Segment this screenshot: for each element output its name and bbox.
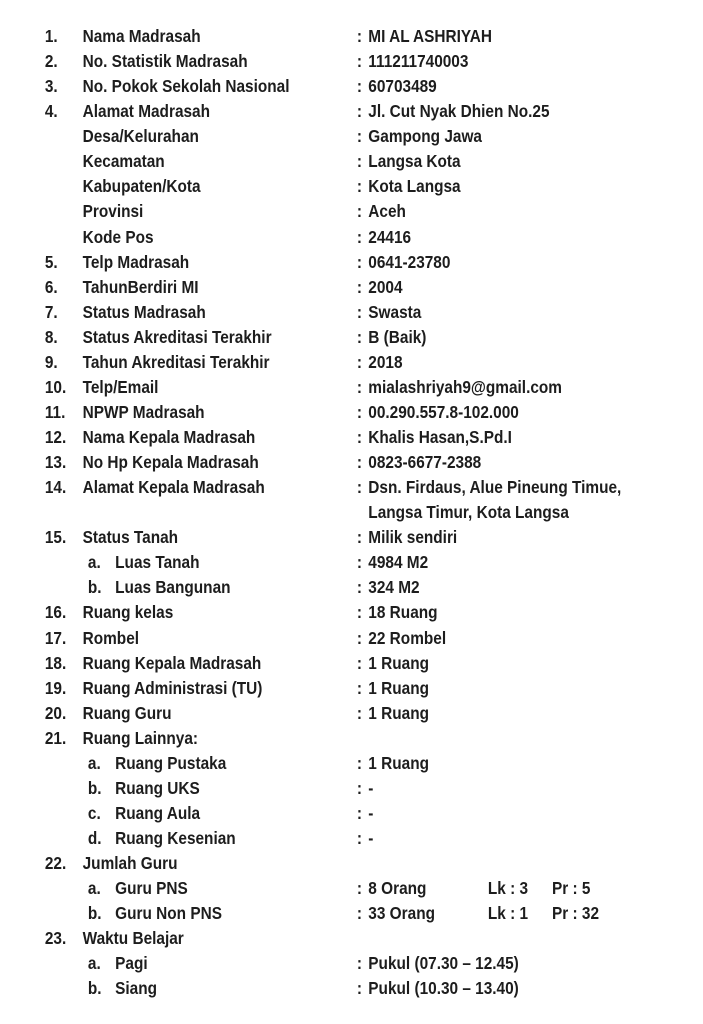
value-colon: : xyxy=(356,752,362,773)
item-value-text: 00.290.557.8-102.000 xyxy=(368,401,519,422)
item-number: 14. xyxy=(44,477,67,498)
item-number: 22. xyxy=(44,853,67,874)
item-value-text: 0823-6677-2388 xyxy=(368,452,482,473)
item-value-text: B (Baik) xyxy=(368,326,427,347)
value-colon: : xyxy=(356,452,362,473)
item-label: Ruang Guru xyxy=(82,702,172,723)
list-row xyxy=(0,701,703,726)
item-number: 5. xyxy=(44,251,58,272)
item-number: 3. xyxy=(44,76,58,97)
item-value xyxy=(357,676,429,701)
item-value-text: Pukul (10.30 – 13.40) xyxy=(368,978,519,999)
sub-item-letter: a. xyxy=(87,953,101,974)
list-row xyxy=(0,375,703,400)
item-value-text: Pukul (07.30 – 12.45) xyxy=(368,953,519,974)
item-number: 8. xyxy=(44,326,58,347)
item-number: 11. xyxy=(44,401,66,422)
item-label: NPWP Madrasah xyxy=(82,401,205,422)
value-colon: : xyxy=(356,527,362,548)
item-label: Ruang Kepala Madrasah xyxy=(82,652,262,673)
item-value xyxy=(357,199,406,224)
list-row xyxy=(0,300,703,325)
sub-item-label: Guru PNS xyxy=(115,878,188,899)
list-row xyxy=(0,275,703,300)
value-colon: : xyxy=(356,151,362,172)
item-number: 9. xyxy=(44,351,58,372)
info-list xyxy=(0,24,703,1001)
value-colon: : xyxy=(356,226,362,247)
item-value xyxy=(357,250,451,275)
item-value-text: 111211740003 xyxy=(368,51,469,72)
item-value-text: Kota Langsa xyxy=(368,176,461,197)
item-value-text: Khalis Hasan,S.Pd.I xyxy=(368,427,512,447)
item-value xyxy=(357,550,428,575)
male-count: Lk : 1 xyxy=(487,903,529,924)
item-value-text: 22 Rombel xyxy=(368,627,447,648)
item-value-text: 18 Ruang xyxy=(368,602,438,623)
list-row xyxy=(0,325,703,350)
item-value xyxy=(357,375,562,400)
item-label: Ruang Administrasi (TU) xyxy=(82,677,263,698)
list-row xyxy=(0,425,703,450)
sub-item-letter: b. xyxy=(87,577,102,598)
list-row xyxy=(0,350,703,375)
item-value xyxy=(357,149,461,174)
item-number: 17. xyxy=(44,627,67,648)
value-colon: : xyxy=(356,878,362,899)
item-value-text: mialashriyah9@gmail.com xyxy=(368,376,562,397)
item-value xyxy=(357,124,482,149)
male-count: Lk : 3 xyxy=(487,878,529,899)
item-value-text: Langsa Timur, Kota Langsa xyxy=(368,502,569,523)
item-value xyxy=(357,776,374,801)
list-row xyxy=(0,74,703,99)
value-colon: : xyxy=(356,376,362,397)
value-colon: : xyxy=(356,101,362,122)
list-row xyxy=(0,776,703,801)
item-value xyxy=(357,701,429,726)
item-number: 12. xyxy=(44,427,67,447)
value-colon: : xyxy=(356,602,362,623)
value-colon: : xyxy=(356,301,362,322)
value-colon: : xyxy=(356,276,362,297)
sub-item-label: Ruang Aula xyxy=(115,802,201,823)
item-label: Jumlah Guru xyxy=(82,853,178,874)
item-value xyxy=(368,500,569,525)
item-label: Provinsi xyxy=(82,201,144,222)
item-value-text: 1 Ruang xyxy=(368,652,429,673)
sub-item-label: Ruang Pustaka xyxy=(115,752,227,773)
list-row xyxy=(0,174,703,199)
item-value xyxy=(357,876,427,901)
item-number: 15. xyxy=(44,527,67,548)
list-row xyxy=(0,49,703,74)
item-value xyxy=(357,24,492,49)
list-row xyxy=(0,876,703,901)
item-label: Alamat Kepala Madrasah xyxy=(82,477,265,498)
item-value xyxy=(357,400,519,425)
value-colon: : xyxy=(356,76,362,97)
item-value xyxy=(357,751,429,776)
list-row xyxy=(0,400,703,425)
item-value xyxy=(357,74,437,99)
value-colon: : xyxy=(356,627,362,648)
sub-item-letter: b. xyxy=(87,978,102,999)
value-colon: : xyxy=(356,51,362,72)
list-row xyxy=(0,475,703,500)
item-label: Status Akreditasi Terakhir xyxy=(82,326,272,347)
item-number: 19. xyxy=(44,677,67,698)
item-number: 4. xyxy=(44,101,58,122)
item-value-text: Jl. Cut Nyak Dhien No.25 xyxy=(368,101,550,122)
value-colon: : xyxy=(356,427,362,447)
item-value-text: 1 Ruang xyxy=(368,677,429,698)
item-value xyxy=(357,600,438,625)
item-value-text: 4984 M2 xyxy=(368,552,429,573)
item-value-text: MI AL ASHRIYAH xyxy=(368,26,492,46)
value-colon: : xyxy=(356,577,362,598)
female-count: Pr : 5 xyxy=(552,878,591,899)
list-row xyxy=(0,199,703,224)
value-colon: : xyxy=(356,677,362,698)
item-value xyxy=(357,275,403,300)
item-number: 18. xyxy=(44,652,67,673)
item-label: Waktu Belajar xyxy=(82,928,184,949)
item-label: Status Tanah xyxy=(82,527,179,548)
item-number: 10. xyxy=(44,376,67,397)
item-label: Kode Pos xyxy=(82,226,154,247)
item-number: 16. xyxy=(44,602,67,623)
sub-item-letter: b. xyxy=(87,903,102,924)
item-value-text: Gampong Jawa xyxy=(368,126,482,147)
sub-item-label: Luas Bangunan xyxy=(115,577,231,598)
sub-item-letter: a. xyxy=(87,878,101,899)
female-count: Pr : 32 xyxy=(552,903,600,924)
item-number: 13. xyxy=(44,452,67,473)
value-colon: : xyxy=(356,802,362,823)
item-label: Ruang Lainnya: xyxy=(82,727,199,748)
item-value-text: - xyxy=(368,777,374,798)
sub-item-letter: b. xyxy=(87,777,102,798)
list-row xyxy=(0,24,703,49)
list-row xyxy=(0,851,703,876)
item-label: Nama Kepala Madrasah xyxy=(82,427,256,447)
item-label: Kecamatan xyxy=(82,151,165,172)
item-value xyxy=(357,350,403,375)
list-row xyxy=(0,124,703,149)
list-row xyxy=(0,751,703,776)
value-colon: : xyxy=(356,828,362,848)
value-colon: : xyxy=(356,652,362,673)
item-label: Status Madrasah xyxy=(82,301,206,322)
value-colon: : xyxy=(356,702,362,723)
item-value xyxy=(357,826,374,851)
item-value xyxy=(357,174,461,199)
item-value xyxy=(357,450,481,475)
value-colon: : xyxy=(356,552,362,573)
value-colon: : xyxy=(356,978,362,999)
list-row xyxy=(0,250,703,275)
list-row xyxy=(0,99,703,124)
list-row xyxy=(0,651,703,676)
item-number: 21. xyxy=(44,727,67,748)
list-row xyxy=(0,726,703,751)
item-value xyxy=(357,325,427,350)
item-number: 1. xyxy=(44,26,58,46)
item-value-text: Milik sendiri xyxy=(368,527,458,548)
sub-item-label: Ruang UKS xyxy=(115,777,200,798)
list-row xyxy=(0,901,703,926)
document-content xyxy=(0,24,703,1001)
item-value-text: 1 Ruang xyxy=(368,702,429,723)
item-label: Tahun Akreditasi Terakhir xyxy=(82,351,270,372)
item-value-text: 0641-23780 xyxy=(368,251,451,272)
item-value xyxy=(357,626,446,651)
item-value-text: 2018 xyxy=(368,351,403,372)
item-number: 20. xyxy=(44,702,67,723)
item-value-text: 33 Orang xyxy=(368,903,435,924)
sub-item-label: Pagi xyxy=(115,953,148,974)
value-colon: : xyxy=(356,953,362,974)
item-value xyxy=(357,976,519,1001)
item-value-text: Langsa Kota xyxy=(368,151,461,172)
item-value-text: Swasta xyxy=(368,301,422,322)
value-colon: : xyxy=(356,26,362,46)
sub-item-letter: c. xyxy=(87,802,101,823)
list-row xyxy=(0,550,703,575)
value-colon: : xyxy=(356,401,362,422)
item-number: 2. xyxy=(44,51,58,72)
item-label: No. Pokok Sekolah Nasional xyxy=(82,76,290,97)
item-value xyxy=(357,951,519,976)
value-colon: : xyxy=(356,126,362,147)
list-row xyxy=(0,626,703,651)
list-row xyxy=(0,926,703,951)
item-value-text: 8 Orang xyxy=(368,878,427,899)
item-number: 23. xyxy=(44,928,67,949)
item-value xyxy=(357,525,457,550)
item-value xyxy=(357,651,429,676)
item-label: Alamat Madrasah xyxy=(82,101,211,122)
item-number: 6. xyxy=(44,276,58,297)
value-colon: : xyxy=(356,351,362,372)
item-value xyxy=(357,425,512,450)
sub-item-letter: a. xyxy=(87,752,101,773)
item-label: No. Statistik Madrasah xyxy=(82,51,248,72)
list-row xyxy=(0,149,703,174)
item-value-text: 60703489 xyxy=(368,76,437,97)
item-value-text: 2004 xyxy=(368,276,403,297)
item-value xyxy=(357,801,374,826)
item-value-text: - xyxy=(368,828,374,848)
list-row xyxy=(0,525,703,550)
item-label: Desa/Kelurahan xyxy=(82,126,199,147)
value-colon: : xyxy=(356,477,362,498)
item-value xyxy=(357,99,550,124)
value-colon: : xyxy=(356,201,362,222)
item-value xyxy=(357,225,411,250)
list-row xyxy=(0,575,703,600)
sub-item-label: Luas Tanah xyxy=(115,552,200,573)
sub-item-label: Siang xyxy=(115,978,158,999)
sub-item-letter: d. xyxy=(87,828,102,848)
value-colon: : xyxy=(356,777,362,798)
item-value-text: 1 Ruang xyxy=(368,752,429,773)
list-row xyxy=(0,951,703,976)
item-label: Telp/Email xyxy=(82,376,159,397)
item-value-text: - xyxy=(368,802,374,823)
sub-item-label: Ruang Kesenian xyxy=(115,828,236,848)
list-row xyxy=(0,600,703,625)
item-value xyxy=(357,475,621,500)
item-label: Rombel xyxy=(82,627,140,648)
item-value xyxy=(357,49,469,74)
item-value-text: 324 M2 xyxy=(368,577,420,598)
list-row xyxy=(0,225,703,250)
item-value xyxy=(357,901,435,926)
sub-item-label: Guru Non PNS xyxy=(115,903,222,924)
list-row xyxy=(0,500,703,525)
list-row xyxy=(0,826,703,851)
value-colon: : xyxy=(356,176,362,197)
item-label: Nama Madrasah xyxy=(82,26,201,46)
item-label: No Hp Kepala Madrasah xyxy=(82,452,259,473)
value-colon: : xyxy=(356,903,362,924)
list-row xyxy=(0,801,703,826)
item-value-text: Aceh xyxy=(368,201,406,222)
item-value-text: Dsn. Firdaus, Alue Pineung Timue, xyxy=(368,477,622,498)
item-label: Telp Madrasah xyxy=(82,251,190,272)
item-label: Ruang kelas xyxy=(82,602,174,623)
item-number: 7. xyxy=(44,301,58,322)
list-row xyxy=(0,450,703,475)
item-value xyxy=(357,300,421,325)
item-value-text: 24416 xyxy=(368,226,412,247)
item-value xyxy=(357,575,420,600)
item-label: TahunBerdiri MI xyxy=(82,276,199,297)
value-colon: : xyxy=(356,326,362,347)
list-row xyxy=(0,976,703,1001)
sub-item-letter: a. xyxy=(87,552,101,573)
value-colon: : xyxy=(356,251,362,272)
list-row xyxy=(0,676,703,701)
item-label: Kabupaten/Kota xyxy=(82,176,201,197)
